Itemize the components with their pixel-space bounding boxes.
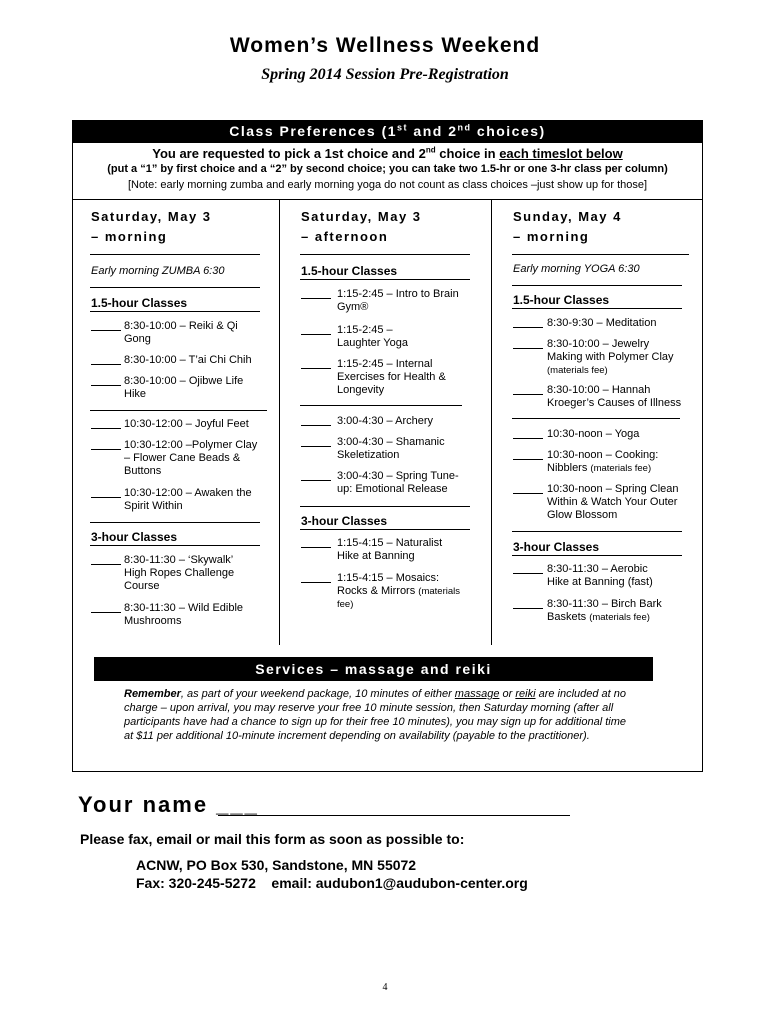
column-1-group-divider xyxy=(90,410,267,411)
choice-blank[interactable] xyxy=(301,573,331,583)
column-3-heading-rule xyxy=(512,254,689,255)
choice-blank[interactable] xyxy=(513,385,543,395)
column-3-group-divider xyxy=(512,418,680,419)
choice-blank[interactable] xyxy=(91,488,121,498)
column-2-section-1-heading: 1.5-hour Classes xyxy=(301,264,398,278)
column-1-period: – morning xyxy=(91,229,168,244)
column-divider-1 xyxy=(279,200,280,645)
column-3-early-rule xyxy=(512,285,682,286)
services-reiki: reiki xyxy=(515,688,536,700)
column-2-section-2-rule xyxy=(300,529,470,530)
column-1-early-rule xyxy=(90,287,260,288)
choice-blank[interactable] xyxy=(513,429,543,439)
column-1-early-note: Early morning ZUMBA 6:30 xyxy=(91,265,225,277)
choice-blank[interactable] xyxy=(513,599,543,609)
mailing-address: ACNW, PO Box 530, Sandstone, MN 55072 xyxy=(136,857,417,873)
class-preferences-bar-sup-2: nd xyxy=(457,122,472,133)
choice-blank[interactable] xyxy=(513,484,543,494)
intro-text-1: You are requested to pick a 1st choice and 2 xyxy=(152,146,426,161)
column-3-heading xyxy=(513,207,622,247)
class-label: 8:30-11:30 – Birch Bark Baskets (materials fee) xyxy=(547,598,662,623)
column-1-class-slot xyxy=(91,487,261,513)
class-label: 10:30-noon – Cooking: Nibblers (materials fee) xyxy=(547,449,659,474)
choice-blank[interactable] xyxy=(301,437,331,447)
materials-fee-note: (materials fee) xyxy=(337,586,460,610)
class-label: 8:30-10:00 – Ojibwe Life Hike xyxy=(124,375,244,400)
column-2-heading-rule xyxy=(300,254,470,255)
choice-blank[interactable] xyxy=(91,419,121,429)
class-label: 1:15-2:45 – Laughter Yoga xyxy=(337,324,408,349)
column-1-heading-rule xyxy=(90,254,260,255)
class-label: 8:30-9:30 – Meditation xyxy=(547,317,657,329)
class-label: 3:00-4:30 – Spring Tune-up: Emotional Release xyxy=(337,470,459,495)
services-text-1: , as part of your weekend package, 10 minutes of either xyxy=(180,688,455,700)
column-2-period: – afternoon xyxy=(301,229,389,244)
column-2-section-1-rule xyxy=(300,279,470,280)
column-1-class-slot xyxy=(91,375,261,401)
choice-blank[interactable] xyxy=(91,355,121,365)
column-1-class-slot xyxy=(91,439,261,478)
your-name-field[interactable] xyxy=(218,815,570,816)
column-2-class-slot xyxy=(301,470,471,496)
column-3-class-slot xyxy=(513,338,688,377)
column-1-section-2-heading: 3-hour Classes xyxy=(91,530,178,544)
column-3-class-slot xyxy=(513,317,688,330)
column-1-section-1-heading: 1.5-hour Classes xyxy=(91,296,188,310)
fax-email: Fax: 320-245-5272 email: audubon1@audubon-center.org xyxy=(136,875,528,891)
column-3-class-slot xyxy=(513,384,688,410)
your-name-label: Your name ___ xyxy=(78,792,259,817)
class-preferences-instruction: (put a “1” by first choice and a “2” by second choice; you can take two 1.5-hr or one 3-hr class per column) xyxy=(107,163,668,175)
intro-divider xyxy=(72,199,703,200)
column-1-class-slot xyxy=(91,554,261,593)
column-2-day: Saturday, May 3 xyxy=(301,209,422,224)
choice-blank[interactable] xyxy=(91,376,121,386)
column-1-day: Saturday, May 3 xyxy=(91,209,212,224)
choice-blank[interactable] xyxy=(91,321,121,331)
column-2-class-slot xyxy=(301,415,471,428)
column-2-class-slot xyxy=(301,537,471,563)
choice-blank[interactable] xyxy=(301,289,331,299)
services-paragraph xyxy=(124,687,634,743)
column-3-section-divider xyxy=(512,531,682,532)
class-label: 8:30-10:00 – Hannah Kroeger’s Causes of Illness xyxy=(547,384,682,409)
class-preferences-bar-text-3: choices) xyxy=(471,123,546,139)
column-2-group-divider xyxy=(300,405,462,406)
services-or: or xyxy=(499,688,516,700)
column-3-section-1-rule xyxy=(512,308,682,309)
class-label: 10:30-noon – Yoga xyxy=(547,428,640,440)
column-2-section-divider xyxy=(300,506,470,507)
choice-blank[interactable] xyxy=(301,325,331,335)
choice-blank[interactable] xyxy=(513,339,543,349)
choice-blank[interactable] xyxy=(91,555,121,565)
class-label: 8:30-10:00 – Reiki & Qi Gong xyxy=(124,320,238,345)
column-1-section-2-rule xyxy=(90,545,260,546)
class-label: 10:30-12:00 – Joyful Feet xyxy=(124,418,249,430)
class-label: 8:30-10:00 – T’ai Chi Chih xyxy=(124,354,252,366)
services-massage: massage xyxy=(454,688,500,700)
column-3-class-slot xyxy=(513,483,688,522)
column-2-class-slot xyxy=(301,324,471,350)
column-2-class-slot xyxy=(301,572,471,611)
choice-blank[interactable] xyxy=(301,416,331,426)
intro-underlined: each timeslot below xyxy=(499,146,623,161)
class-label: 10:30-12:00 –Polymer Clay – Flower Cane Beads & Buttons xyxy=(124,439,258,477)
column-1-class-slot xyxy=(91,354,261,367)
column-3-class-slot xyxy=(513,563,688,589)
choice-blank[interactable] xyxy=(513,450,543,460)
form-title: Women’s Wellness Weekend xyxy=(229,34,541,57)
class-label: 8:30-10:00 – Jewelry Making with Polymer Clay (materials fee) xyxy=(547,338,674,376)
services-remember: Remember xyxy=(124,688,181,700)
column-2-class-slot xyxy=(301,358,471,397)
fax-instruction: Please fax, email or mail this form as soon as possible to: xyxy=(80,831,465,847)
column-3-class-slot xyxy=(513,598,688,624)
column-1-heading xyxy=(91,207,212,247)
choice-blank[interactable] xyxy=(91,440,121,450)
choice-blank[interactable] xyxy=(301,471,331,481)
column-2-heading xyxy=(301,207,422,247)
column-3-period: – morning xyxy=(513,229,590,244)
column-2-class-slot xyxy=(301,436,471,462)
column-2-section-2-heading: 3-hour Classes xyxy=(301,514,388,528)
class-label: 8:30-11:30 – Wild Edible Mushrooms xyxy=(124,602,244,627)
intro-text-2: choice in xyxy=(435,146,500,161)
materials-fee-note: (materials fee) xyxy=(589,612,650,623)
column-3-class-slot xyxy=(513,428,688,441)
column-1-class-slot xyxy=(91,602,261,628)
column-3-section-2-heading: 3-hour Classes xyxy=(513,540,600,554)
class-label: 10:30-noon – Spring Clean Within & Watch Your Outer Glow Blossom xyxy=(547,483,679,521)
class-label: 1:15-4:15 – Mosaics: Rocks & Mirrors (materials fee) xyxy=(337,572,460,610)
page-number: 4 xyxy=(382,982,388,993)
class-preferences-bar xyxy=(72,120,703,143)
services-text-2: are included at no charge – upon arrival, you may reserve your free 10 minute session, then Saturday morning (after all participants have had a chance to sign up for their free 10 minutes), you may sign up for additional time at $11 per additional 10-minute increment depending on availability (payable to the practitioner). xyxy=(124,688,627,742)
materials-fee-note: (materials fee) xyxy=(590,463,652,474)
class-label: 3:00-4:30 – Archery xyxy=(337,415,434,427)
class-preferences-bar-text-2: and 2 xyxy=(408,123,458,139)
column-3-section-1-heading: 1.5-hour Classes xyxy=(513,293,610,307)
column-1-class-slot xyxy=(91,418,261,431)
class-preferences-note: [Note: early morning zumba and early morning yoga do not count as class choices –just show up for those] xyxy=(127,179,648,191)
column-2-class-slot xyxy=(301,288,471,314)
class-preferences-intro xyxy=(72,146,703,161)
column-3-section-2-rule xyxy=(512,555,682,556)
column-3-day: Sunday, May 4 xyxy=(513,209,622,224)
column-divider-2 xyxy=(491,200,492,645)
form-subtitle: Spring 2014 Session Pre-Registration xyxy=(261,66,509,83)
class-label: 1:15-4:15 – Naturalist Hike at Banning xyxy=(337,537,443,562)
choice-blank[interactable] xyxy=(513,564,543,574)
class-label: 1:15-2:45 – Internal Exercises for Health & Longevity xyxy=(337,358,446,396)
class-label: 1:15-2:45 – Intro to Brain Gym® xyxy=(337,288,459,313)
materials-fee-note: (materials fee) xyxy=(547,365,608,376)
column-3-class-slot xyxy=(513,449,688,475)
class-label: 8:30-11:30 – ‘Skywalk’ High Ropes Challenge Course xyxy=(124,554,235,592)
column-3-early-note: Early morning YOGA 6:30 xyxy=(513,263,640,275)
class-preferences-bar-sup-1: st xyxy=(397,122,409,133)
choice-blank[interactable] xyxy=(91,603,121,613)
class-preferences-bar-text-1: Class Preferences (1 xyxy=(229,123,398,139)
class-label: 3:00-4:30 – Shamanic Skeletization xyxy=(337,436,445,461)
column-1-section-divider xyxy=(90,522,260,523)
class-label: 10:30-12:00 – Awaken the Spirit Within xyxy=(124,487,252,512)
column-1-section-1-rule xyxy=(90,311,260,312)
choice-blank[interactable] xyxy=(513,318,543,328)
intro-sup: nd xyxy=(425,145,436,155)
services-bar: Services – massage and reiki xyxy=(94,657,653,681)
class-label: 8:30-11:30 – Aerobic Hike at Banning (fast) xyxy=(547,563,653,588)
choice-blank[interactable] xyxy=(301,538,331,548)
column-1-class-slot xyxy=(91,320,261,346)
choice-blank[interactable] xyxy=(301,359,331,369)
